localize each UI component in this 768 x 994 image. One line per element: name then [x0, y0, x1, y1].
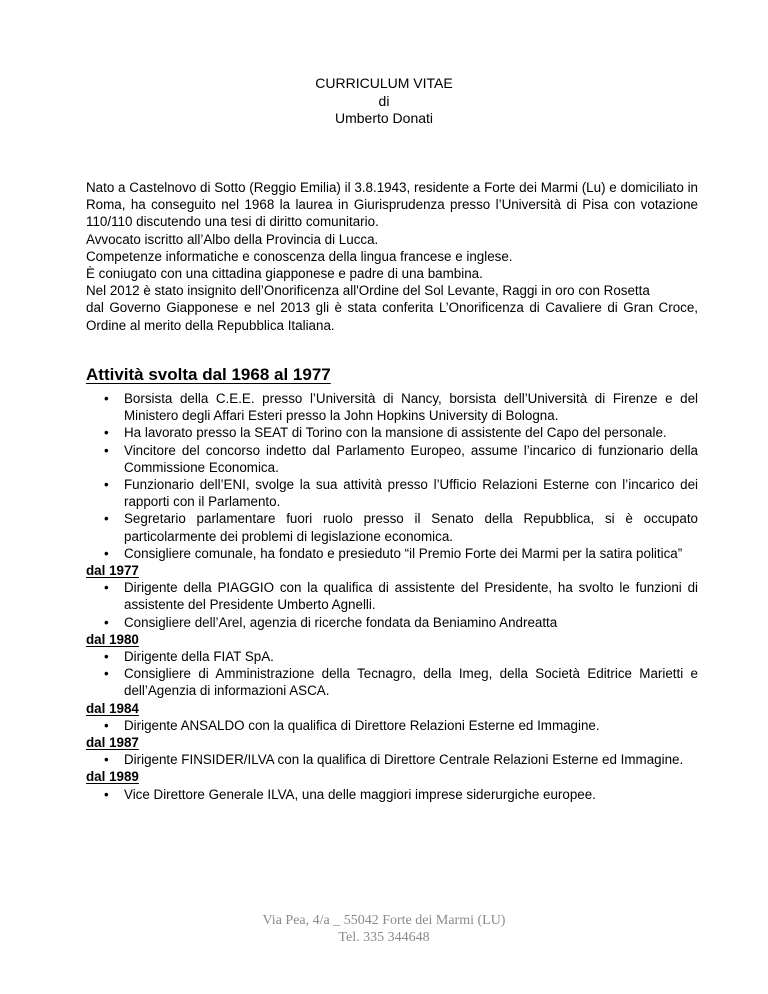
list-item: • Consigliere di Amministrazione della Tecnagro, della Imeg, della Società Editrice Marietti e dell’Agenzia di informazioni ASCA. — [98, 665, 698, 699]
intro-line: Competenze informatiche e conoscenza della lingua francese e inglese. — [86, 248, 513, 264]
list-item: • Segretario parlamentare fuori ruolo presso il Senato della Repubblica, si è occupato particolarmente dei problemi di legislazione economica. — [98, 510, 698, 544]
list-item: • Vice Direttore Generale ILVA, una delle maggiori imprese siderurgiche europee. — [98, 786, 698, 803]
list-1968 — [86, 390, 698, 562]
list-item: • Dirigente ANSALDO con la qualifica di Direttore Relazioni Esterne ed Immagine. — [98, 717, 698, 734]
intro-line: Avvocato iscritto all’Albo della Provincia di Lucca. — [86, 231, 379, 247]
footer-address: Via Pea, 4/a _ 55042 Forte dei Marmi (LU) — [262, 913, 506, 928]
career-body — [86, 390, 698, 803]
list-1984 — [86, 717, 698, 734]
footer-phone: Tel. 335 344648 — [338, 930, 430, 945]
title-line-2: di — [378, 92, 390, 109]
list-item: • Funzionario dell’ENI, svolge la sua attività presso l’Ufficio Relazioni Esterne con l’incarico dei rapporti con il Parlamento. — [98, 476, 698, 510]
period-heading-1980: dal 1980 — [86, 631, 139, 647]
list-item: • Borsista della C.E.E. presso l’Università di Nancy, borsista dell’Università di Firenze e del Ministero degli Affari Esteri presso la John Hopkins University di Bologna. — [98, 390, 698, 424]
intro-line: dal Governo Giapponese e nel 2013 gli è stata conferita L’Onorificenza di Cavaliere di Gran Croce, Ordine al merito della Repubblica Italiana. — [86, 300, 698, 333]
list-1987 — [86, 751, 698, 768]
title-name: Umberto Donati — [334, 110, 434, 126]
intro-line: Nato a Castelnovo di Sotto (Reggio Emilia) il 3.8.1943, residente a Forte dei Marmi (Lu) e domiciliato in Roma, ha conseguito nel 1968 la laurea in Giurisprudenza presso l’Università di Pisa con votazione 110/110 discutendo una tesi di diritto comunitario. — [86, 180, 698, 230]
intro-line: È coniugato con una cittadina giapponese e padre di una bambina. — [86, 266, 483, 282]
list-1989 — [86, 786, 698, 803]
list-1980 — [86, 648, 698, 700]
period-heading-1987: dal 1987 — [86, 735, 139, 751]
period-heading-1989: dal 1989 — [86, 769, 139, 785]
document-title — [0, 75, 768, 128]
intro-paragraph — [86, 179, 698, 334]
list-item: • Dirigente FINSIDER/ILVA con la qualifica di Direttore Centrale Relazioni Esterne ed Immagine. — [98, 751, 698, 768]
list-item: • Consigliere dell’Arel, agenzia di ricerche fondata da Beniamino Andreatta — [98, 614, 698, 631]
list-1977 — [86, 579, 698, 631]
period-heading-1977: dal 1977 — [86, 563, 139, 579]
list-item: • Dirigente della FIAT SpA. — [98, 648, 698, 665]
period-heading-1984: dal 1984 — [86, 700, 139, 716]
list-item: • Vincitore del concorso indetto dal Parlamento Europeo, assume l’incarico di funzionario della Commissione Economica. — [98, 442, 698, 476]
intro-line: Nel 2012 è stato insignito dell’Onorificenza all'Ordine del Sol Levante, Raggi in oro con Rosetta — [86, 283, 650, 299]
list-item: • Ha lavorato presso la SEAT di Torino con la mansione di assistente del Capo del personale. — [98, 424, 698, 441]
list-item: • Consigliere comunale, ha fondato e presieduto “il Premio Forte dei Marmi per la satira politica” — [98, 545, 698, 562]
title-line-1: CURRICULUM VITAE — [315, 75, 453, 91]
list-item: • Dirigente della PIAGGIO con la qualifica di assistente del Presidente, ha svolto le funzioni di assistente del Presidente Umberto Agnelli. — [98, 579, 698, 613]
page-footer — [0, 912, 768, 946]
section-heading: Attività svolta dal 1968 al 1977 — [86, 365, 331, 384]
